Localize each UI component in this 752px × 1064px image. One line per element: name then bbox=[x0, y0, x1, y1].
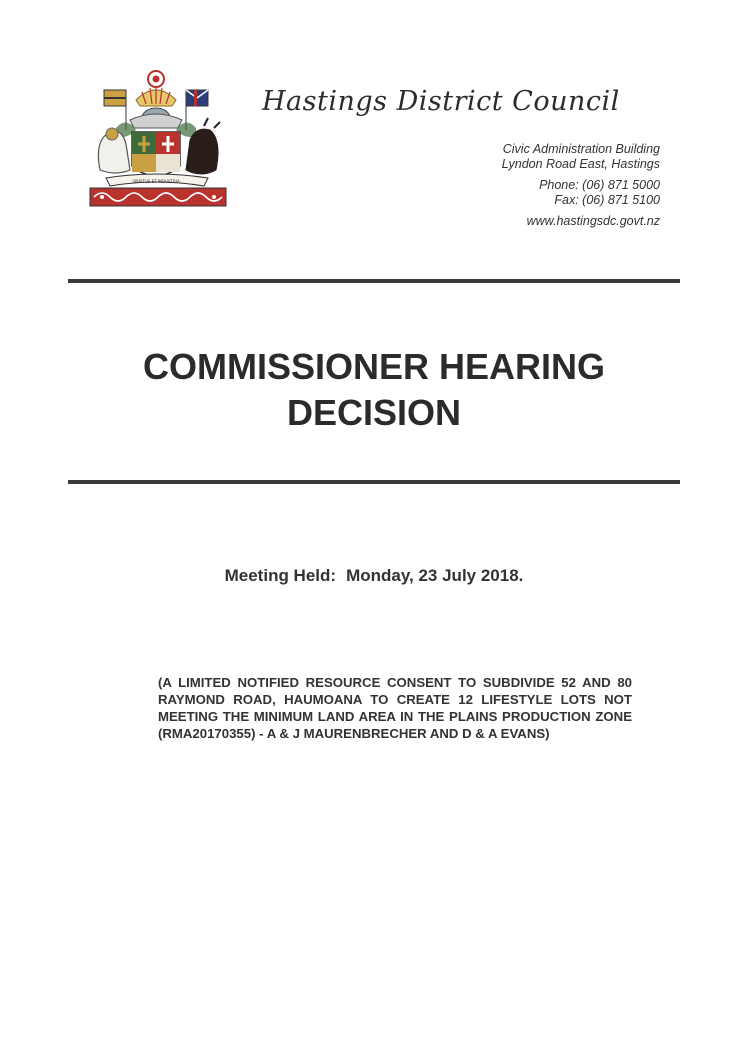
building-name: Civic Administration Building bbox=[502, 142, 660, 156]
crest-graphic bbox=[86, 70, 230, 210]
top-divider bbox=[68, 279, 680, 283]
fax-number: Fax: (06) 871 5100 bbox=[554, 193, 660, 207]
website: www.hastingsdc.govt.nz bbox=[526, 214, 660, 228]
council-name: Hastings District Council bbox=[262, 86, 620, 117]
document-title bbox=[68, 344, 680, 436]
consent-description: (A LIMITED NOTIFIED RESOURCE CONSENT TO SUBDIVIDE 52 AND 80 RAYMOND ROAD, HAUMOANA TO CREATE 12 LIFESTYLE LOTS NOT MEETING THE MINIMUM LAND AREA IN THE PLAINS PRODUCTION ZONE (RMA20170355) - A & J MAURENBRECHER AND D & A EVANS) bbox=[158, 675, 632, 741]
contact-block bbox=[400, 142, 660, 229]
meeting-line bbox=[68, 566, 680, 586]
coat-of-arms bbox=[86, 70, 230, 210]
meeting-label: Meeting Held: bbox=[224, 566, 337, 585]
title-line-1: COMMISSIONER HEARING bbox=[142, 346, 606, 387]
address: Lyndon Road East, Hastings bbox=[501, 157, 660, 171]
phone-number: Phone: (06) 871 5000 bbox=[539, 178, 660, 192]
meeting-date: Monday, 23 July 2018. bbox=[346, 566, 524, 585]
title-line-2: DECISION bbox=[286, 392, 462, 433]
svg-text:SPIRITUS ET INDUSTRIA: SPIRITUS ET INDUSTRIA bbox=[132, 179, 180, 184]
bottom-divider bbox=[68, 480, 680, 484]
